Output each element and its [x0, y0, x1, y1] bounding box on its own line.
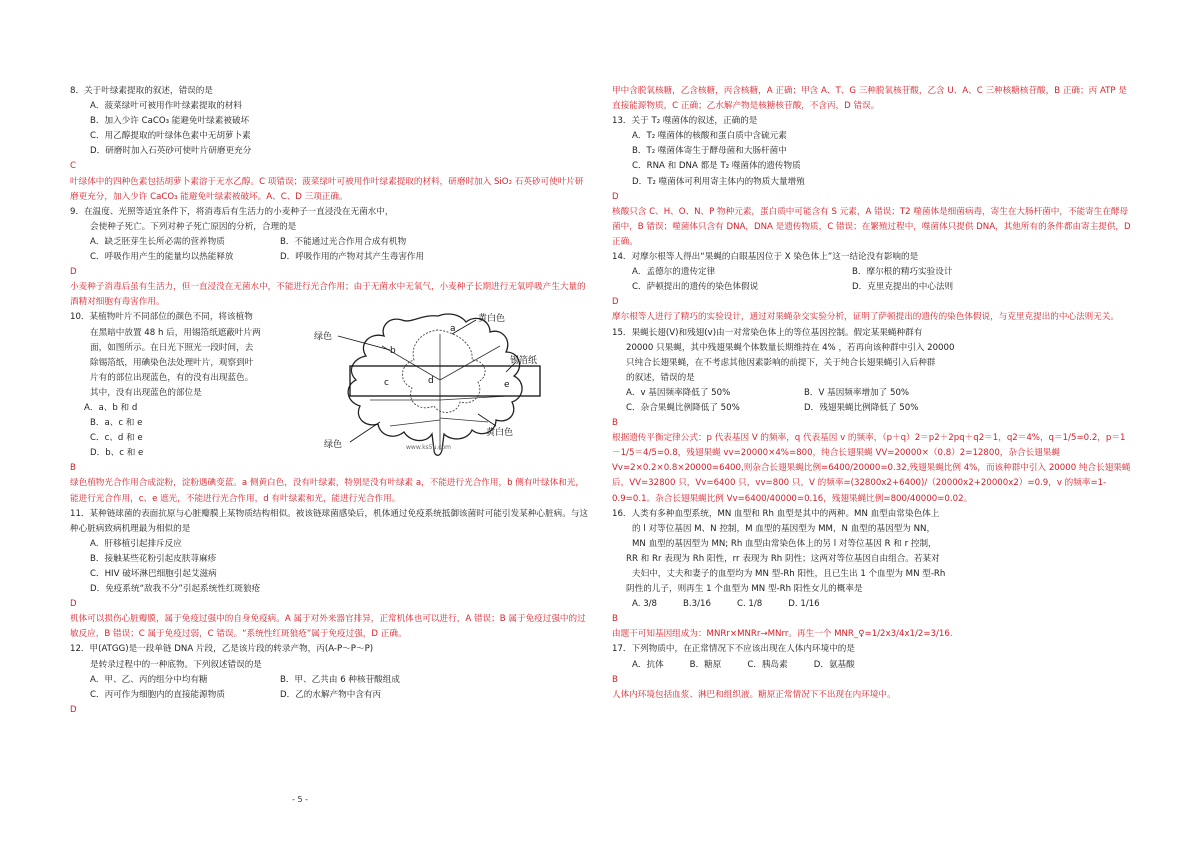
q13-option-c: C．RNA 和 DNA 都是 T₂ 噬菌体的遗传物质: [632, 161, 801, 172]
q12-options-row-2: [70, 688, 590, 703]
q9-options-row-2: [70, 250, 590, 265]
q8-option-c: C．用乙醇提取的叶绿体色素中无胡萝卜素: [90, 131, 251, 142]
q12-stem: 12．甲(ATGG)是一段单链 DNA 片段，乙是该片段的转录产物，丙(A-P～P～P): [70, 644, 374, 655]
q14-options-row-2: [612, 280, 1132, 295]
label-yellow-white-top: 黄白色: [478, 314, 506, 325]
q11-explanation: 机体可以损伤心脏瓣膜，属于免疫过强中的自身免疫病。A 属于对外来器官排异，正常机体也可以进行，A 错误；B 属于免疫过强中的过敏反应，B 错误；C 属于免疫过弱，C 错误。“系统性红斑狼疮”属于免疫过强，D 正确。: [70, 614, 586, 640]
q15-stem-3: 只纯合长翅果蝇，在不考虑其他因素影响的前提下，关于纯合长翅果蝇引入后种群: [626, 357, 936, 368]
q15-option-b: B．V 基因频率增加了 50%: [804, 387, 910, 398]
q12-option-c: C．丙可作为细胞内的直接能源物质: [90, 689, 225, 700]
q8-stem: 8．关于叶绿素提取的叙述，错误的是: [70, 86, 213, 96]
q14-option-d: D．克里克提出的中心法则: [852, 282, 954, 293]
q15-stem: 15．果蝇长翅(V)和残翅(v)由一对常染色体上的等位基因控制。假定某果蝇种群有: [612, 327, 923, 338]
q15-options-row-2: [612, 401, 1132, 416]
q9-option-c: C．呼吸作用产生的能量均以热能释放: [90, 252, 234, 263]
q12-stem-2: 是转录过程中的一种底物。下列叙述错误的是: [90, 659, 262, 670]
q14-explanation: 摩尔根等人进行了精巧的实验设计，通过对果蝇杂交实验分析，证明了萨顿提出的遗传的染色体假说，与克里克提出的中心法则无关。: [612, 312, 1120, 323]
q16-options: [612, 597, 1132, 612]
label-d: d: [428, 376, 434, 387]
page-number: - 5 -: [292, 795, 308, 804]
q14-answer: D: [612, 297, 619, 308]
q16-stem-line-1: 16．人类有多种血型系统，MN 血型和 Rh 血型是其中的两种。MN 血型由常染色体上: [612, 508, 940, 519]
q12-options-row-1: [70, 673, 590, 688]
q10-option-c: C．c、d 和 e: [90, 433, 143, 444]
q15-stem-4: 的叙述，错误的是: [626, 372, 695, 383]
q10-option-a: A．a、b 和 d: [84, 402, 138, 413]
q13-option-a: A．T₂ 噬菌体的核酸和蛋白质中含硫元素: [632, 131, 787, 142]
q11-option-c: C．HIV 破坏淋巴细胞引起艾滋病: [90, 569, 217, 579]
q17-explanation: 人体内环境包括血浆、淋巴和组织液。糖原正常情况下不出现在内环境中。: [612, 689, 896, 700]
q15-stem-2: 20000 只果蝇，其中残翅果蝇个体数量长期维持在 4% ，若再向该种群中引入 20000: [626, 342, 955, 353]
q9-explanation: 小麦种子消毒后虽有生活力，但一直浸没在无菌水中，不能进行光合作用；由于无菌水中无氧气，小麦种子长期进行无氧呼吸产生大量的酒精对细胞有毒害作用。: [70, 282, 586, 308]
q16-stem-line-2: 的 l 对等位基因 M、N 控制，M 血型的基因型为 MM，N 血型的基因型为 NN，: [632, 523, 936, 534]
q12-option-a: A．甲、乙、丙的组分中均有糖: [90, 674, 208, 685]
q11-option-b: B．接触某些花粉引起皮肤荨麻疹: [90, 553, 217, 564]
q17-options: [612, 658, 1132, 673]
q12-explanation: 甲中含脱氧核糖，乙含核糖，丙含核糖，A 正确；甲含 A、T、G 三种脱氧核苷酸，乙含 U、A、C 三种核糖核苷酸，B 正确；丙 ATP 是直接能源物质，C 正确；乙水解产物是核糖核苷酸，不含丙，D 错误。: [612, 86, 1127, 112]
q9-answer: D: [70, 267, 77, 278]
q15-explanation: 根据遗传平衡定律公式：p 代表基因 V 的频率，q 代表基因 v 的频率，（p＋q）2＝p2＋2pq＋q2＝1，q2＝4%，q＝1/5=0.2，p＝1－1/5＝4/5=0.8，残翅果蝇 vv=20000×4%=800，纯合长翅果蝇 VV=20000×（0.8）2=12800，杂合长翅果蝇 Vv=2×0.2×0.8×20000=6400,则杂合长翅果蝇比例=6400/20000=0.32,残翅果蝇比例 4%，而该种群中引入 20000 纯合长翅果蝇后，VV=32800 只，Vv=6400 只，vv=800 只，V 的频率=(32800x2+6400)/（20000x2+20000x2）=0.9，v 的频率=1-0.9=0.1。杂合长翅果蝇比例 Vv=6400/40000=0.16，残翅果蝇比例=800/40000=0.02。: [612, 433, 1131, 504]
q16-stem-line-3: MN 血型的基因型为 MN; Rh 血型由常染色体上的另 l 对等位基因 R 和 r 控制，: [632, 538, 937, 549]
q9-stem: 9．在温度、光照等适宜条件下，将消毒后有生活力的小麦种子一直浸没在无菌水中，: [70, 206, 394, 217]
q11-answer: D: [70, 599, 77, 610]
q13-answer: D: [612, 191, 619, 202]
q11-stem: 11．某种链球菌的表面抗原与心脏瓣膜上某物质结构相似。被该链球菌感染后，机体通过免疫系统抵御该菌时可能引发某种心脏病。与这种心脏病致病机理最为相似的是: [70, 508, 588, 534]
q10-stem-line-5: 片有的部位出现蓝色，有的没有出现蓝色。: [90, 372, 254, 383]
q8-explanation: 叶绿体中的四种色素包括胡萝卜素溶于无水乙醇。C 项错误；菠菜绿叶可被用作叶绿素提取的材料，研磨时加入 SiO₂ 石英砂可使叶片研磨更充分，加入少许 CaCO₃ 能避免叶绿素被破坏。A、C、D 三项正确。: [70, 176, 584, 202]
q14-option-a: A．孟德尔的遗传定律: [632, 267, 716, 278]
q8-answer: C: [70, 161, 77, 172]
q10-stem-line-6: 其中，没有出现蓝色的部位是: [90, 387, 202, 398]
q10-stem-line-2: 在黑暗中放置 48 h 后，用锡箔纸遮蔽叶片两: [90, 327, 261, 338]
q11-option-a: A．肝移植引起排斥反应: [90, 538, 182, 549]
q16-option-d: D. 1/16: [788, 599, 820, 610]
q15-options-row-1: [612, 386, 1132, 401]
label-b: b: [390, 346, 396, 357]
q16-stem-line-4: RR 和 Rr 表现为 Rh 阳性，rr 表现为 Rh 阴性；这两对等位基因自由组合。若某对: [626, 553, 940, 564]
q11-option-d: D．免疫系统“敌我不分”引起系统性红斑狼疮: [90, 584, 261, 595]
label-foil: 锡箔纸: [510, 356, 538, 367]
q16-option-a: A. 3/8: [632, 599, 658, 610]
q14-options-row-1: [612, 265, 1132, 280]
label-yellow-white-bottom: 黄白色: [486, 428, 514, 439]
q8-option-a: A．菠菜绿叶可被用作叶绿素提取的材料: [90, 101, 242, 112]
label-c: c: [384, 378, 389, 389]
label-green-bottom: 绿色: [324, 440, 343, 451]
q9-option-a: A．缺乏胚芽生长所必需的营养物质: [90, 236, 225, 247]
q16-option-c: C. 1/8: [736, 599, 763, 610]
label-a: a: [450, 324, 456, 335]
q13-explanation: 核酸只含 C、H、O、N、P 物种元素，蛋白质中可能含有 S 元素，A 错误；T2 噬菌体是细菌病毒，寄生在大肠杆菌中，不能寄生在酵母菌中，B 错误；噬菌体只含有 DNA，DNA 是遗传物质，C 错误；在繁殖过程中，噬菌体只提供 DNA，其他所有的条件都由寄主提供，D 正确。: [612, 206, 1131, 247]
q14-stem: 14．对摩尔根等人得出“果蝇的白眼基因位于 X 染色体上”这一结论没有影响的是: [612, 252, 919, 263]
q12-option-d: D．乙的水解产物中含有丙: [280, 689, 382, 700]
q13-stem: 13．关于 T₂ 噬菌体的叙述，正确的是: [612, 116, 758, 127]
q17-option-d: D．氨基酸: [813, 659, 855, 670]
label-e: e: [504, 380, 510, 391]
q17-option-a: A．抗体: [632, 659, 664, 670]
q9-option-d: D．呼吸作用的产物对其产生毒害作用: [280, 252, 425, 263]
q10-stem-line-4: 除锡箔纸，用碘染色法处理叶片，观察到叶: [90, 357, 254, 368]
q17-stem: 17．下列物质中，在正常情况下不应该出现在人体内环境中的是: [612, 644, 855, 655]
q14-option-c: C．萨顿提出的遗传的染色体假说: [632, 282, 759, 293]
q9-stem-2: 会使种子死亡。下列对种子死亡原因的分析，合理的是: [90, 221, 297, 232]
q13-option-d: D．T₂ 噬菌体可利用寄主体内的物质大量增殖: [632, 176, 805, 187]
foil-strip: [350, 366, 540, 396]
q9-option-b: B．不能通过光合作用合成有机物: [280, 236, 407, 247]
left-column: [70, 84, 590, 718]
q15-option-c: C．杂合果蝇比例降低了 50%: [626, 402, 740, 413]
q10-answer: B: [70, 463, 76, 474]
q10-block: [70, 310, 590, 461]
right-column: [612, 84, 1132, 703]
q12-answer: D: [70, 704, 77, 715]
label-green-top: 绿色: [314, 332, 333, 343]
q10-option-d: D．b、c 和 e: [90, 448, 144, 459]
q8-option-b: B．加入少许 CaCO₃ 能避免叶绿素被破坏: [90, 116, 250, 127]
leaf-figure: [310, 310, 580, 462]
q16-stem-line-5: 夫妇中，丈夫和妻子的血型均为 MN 型-Rh 阳性，且已生出 1 个血型为 MN 型-Rh: [632, 569, 946, 579]
q9-options-row-1: [70, 235, 590, 250]
q17-answer: B: [612, 674, 618, 685]
q16-option-b: B.3/16: [683, 599, 711, 610]
q16-explanation: 由题干可知基因组成为：MNRr×MNRr→MNrr。再生一个 MNR_♀=1/2x3/4x1/2=3/16.: [612, 629, 953, 640]
q17-option-c: C．胰岛素: [747, 659, 788, 670]
q10-stem-line-1: 10．某植物叶片不同部位的颜色不同，将该植物: [70, 312, 253, 323]
q15-option-d: D．残翅果蝇比例降低了 50%: [804, 402, 919, 413]
q8-option-d: D．研磨时加入石英砂可使叶片研磨更充分: [90, 146, 252, 157]
q12-option-b: B．甲、乙共由 6 种核苷酸组成: [280, 674, 400, 685]
q14-option-b: B．摩尔根的精巧实验设计: [852, 267, 953, 278]
q13-option-b: B．T₂ 噬菌体寄生于酵母菌和大肠杆菌中: [632, 146, 787, 157]
q10-option-b: B．a、c 和 e: [90, 418, 143, 429]
q17-option-b: B．糖原: [689, 659, 722, 670]
q16-answer: B: [612, 614, 618, 625]
watermark: www.ks5u.com: [406, 444, 452, 452]
q15-option-a: A．v 基因频率降低了 50%: [626, 387, 731, 398]
q16-stem-line-6: 阴性的儿子，则再生 1 个血型为 MN 型-Rh 阳性女儿的概率是: [626, 584, 863, 595]
q10-explanation: 绿色植物光合作用合成淀粉，淀粉遇碘变蓝。a 侧黄白色，没有叶绿素，特别是没有叶绿素 a，不能进行光合作用，b 侧有叶绿体和光，能进行光合作用，c、e 遮光，不能进行光合作用，d 有叶绿素和光，能进行光合作用。: [70, 478, 585, 504]
q15-answer: B: [612, 418, 618, 429]
q10-stem-line-3: 面，如图所示。在日光下照光一段时间，去: [90, 342, 254, 353]
